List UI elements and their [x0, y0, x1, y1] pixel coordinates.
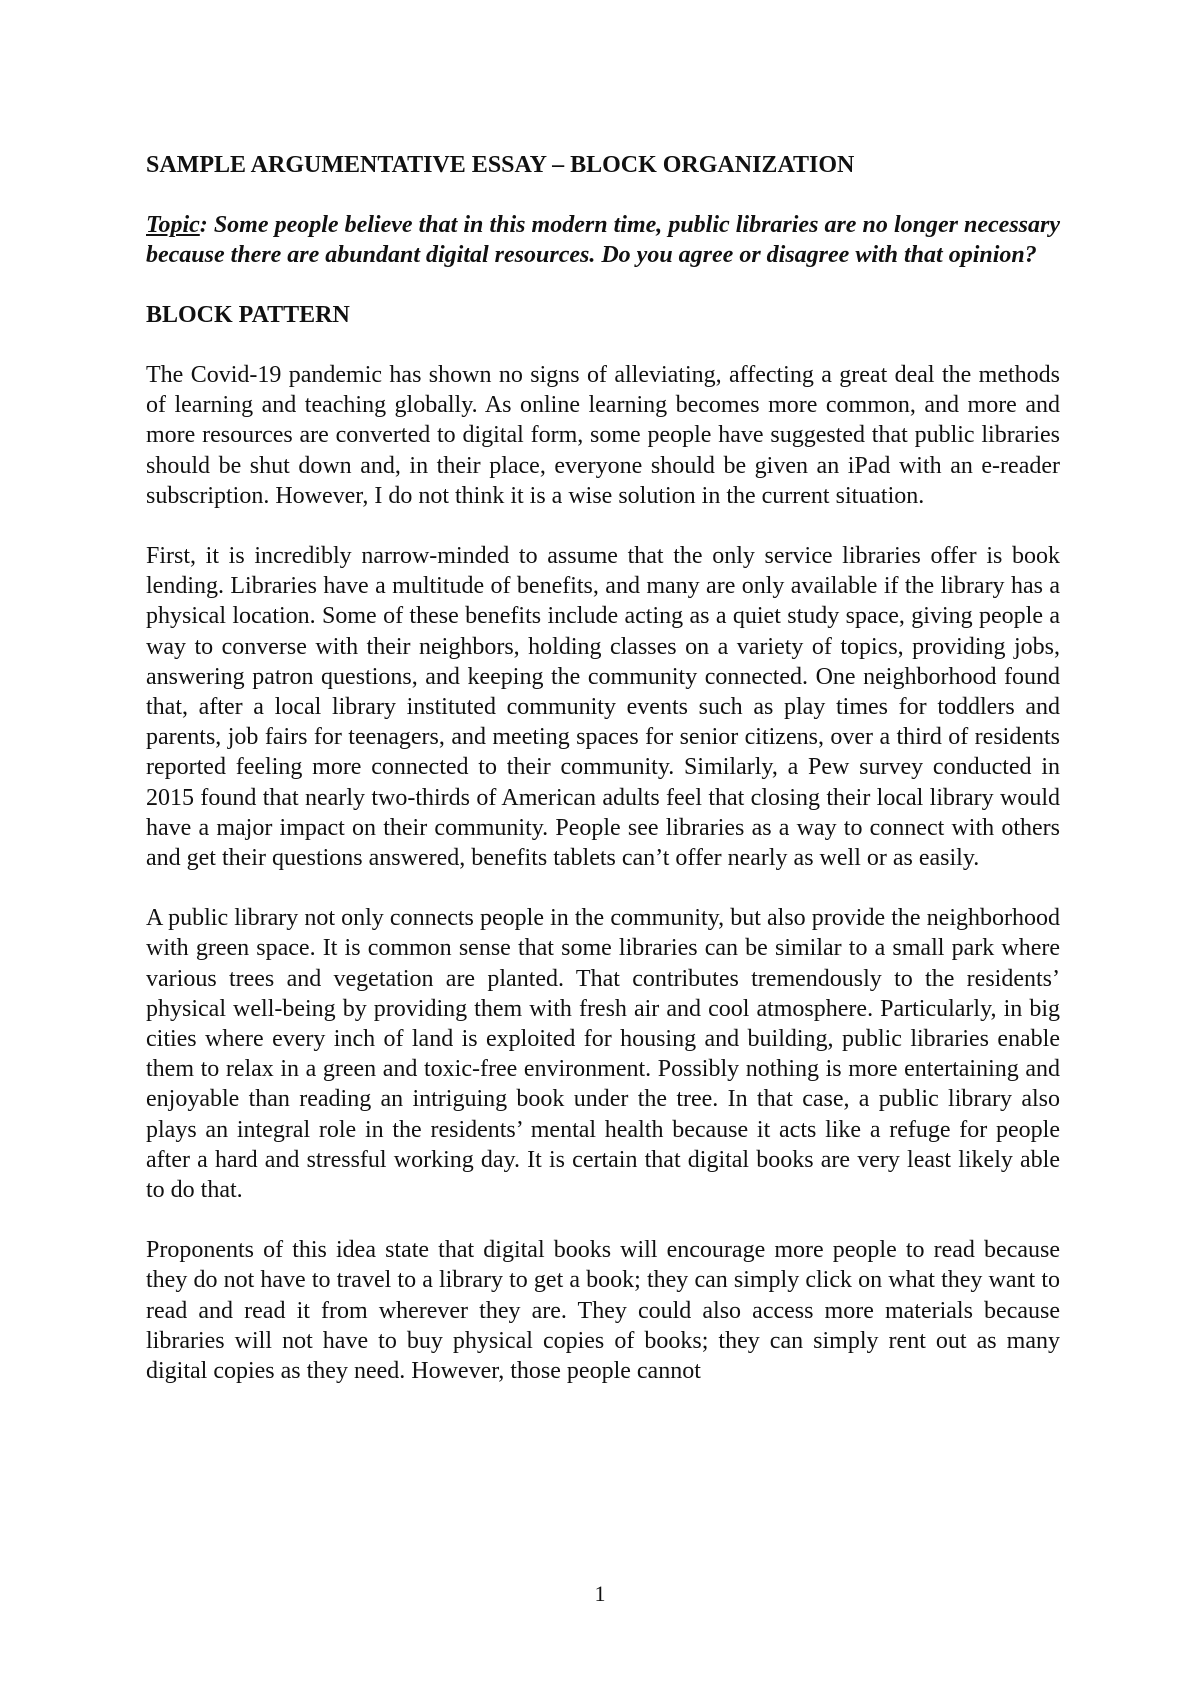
paragraph-introduction: The Covid-19 pandemic has shown no signs of alleviating, affecting a great deal the methods of learning and teaching globally. As online learning becomes more common, and more and more resources are converted to digital form, some people have suggested that public libraries should be shut down and, in their place, everyone should be given an iPad with an e-reader subscription. However, I do not think it is a wise solution in the current situation. [146, 362, 1060, 509]
paragraph-body-2: A public library not only connects people in the community, but also provide the neighborhood with green space. It is common sense that some libraries can be similar to a small park where various trees and vegetation are planted. That contributes tremendously to the residents’ physical well-being by providing them with fresh air and cool atmosphere. Particularly, in big cities where every inch of land is exploited for housing and building, public libraries enable them to relax in a green and toxic-free environment. Possibly nothing is more entertaining and enjoyable than reading an intriguing book under the tree. In that case, a public library also plays an integral role in the residents’ mental health because it acts like a refuge for people after a hard and stressful working day. It is certain that digital books are very least likely able to do that. [146, 905, 1060, 1204]
page-number: 1 [594, 1581, 606, 1606]
section-heading: BLOCK PATTERN [146, 302, 350, 328]
topic-text: : Some people believe that in this modern time, public libraries are no longer necessary because there are abundant digital resources. Do you agree or disagree with that opinion? [146, 212, 1060, 268]
page-content [146, 150, 1060, 1416]
document-title: SAMPLE ARGUMENTATIVE ESSAY – BLOCK ORGANIZATION [146, 152, 855, 178]
paragraph-body-1: First, it is incredibly narrow-minded to assume that the only service libraries offer is book lending. Libraries have a multitude of benefits, and many are only available if the library has a physical location. Some of these benefits include acting as a quiet study space, giving people a way to converse with their neighbors, holding classes on a variety of topics, providing jobs, answering patron questions, and keeping the community connected. One neighborhood found that, after a local library instituted community events such as play times for toddlers and parents, job fairs for teenagers, and meeting spaces for senior citizens, over a third of residents reported feeling more connected to their community. Similarly, a Pew survey conducted in 2015 found that nearly two-thirds of American adults feel that closing their local library would have a major impact on their community. People see libraries as a way to connect with others and get their questions answered, benefits tablets can’t offer nearly as well or as easily. [146, 543, 1060, 872]
paragraph-body-3: Proponents of this idea state that digital books will encourage more people to read because they do not have to travel to a library to get a book; they can simply click on what they want to read and read it from wherever they are. They could also access more materials because libraries will not have to buy physical copies of books; they can simply rent out as many digital copies as they need. However, those people cannot [146, 1237, 1060, 1385]
essay-topic [146, 210, 1060, 270]
topic-label: Topic [146, 212, 200, 238]
